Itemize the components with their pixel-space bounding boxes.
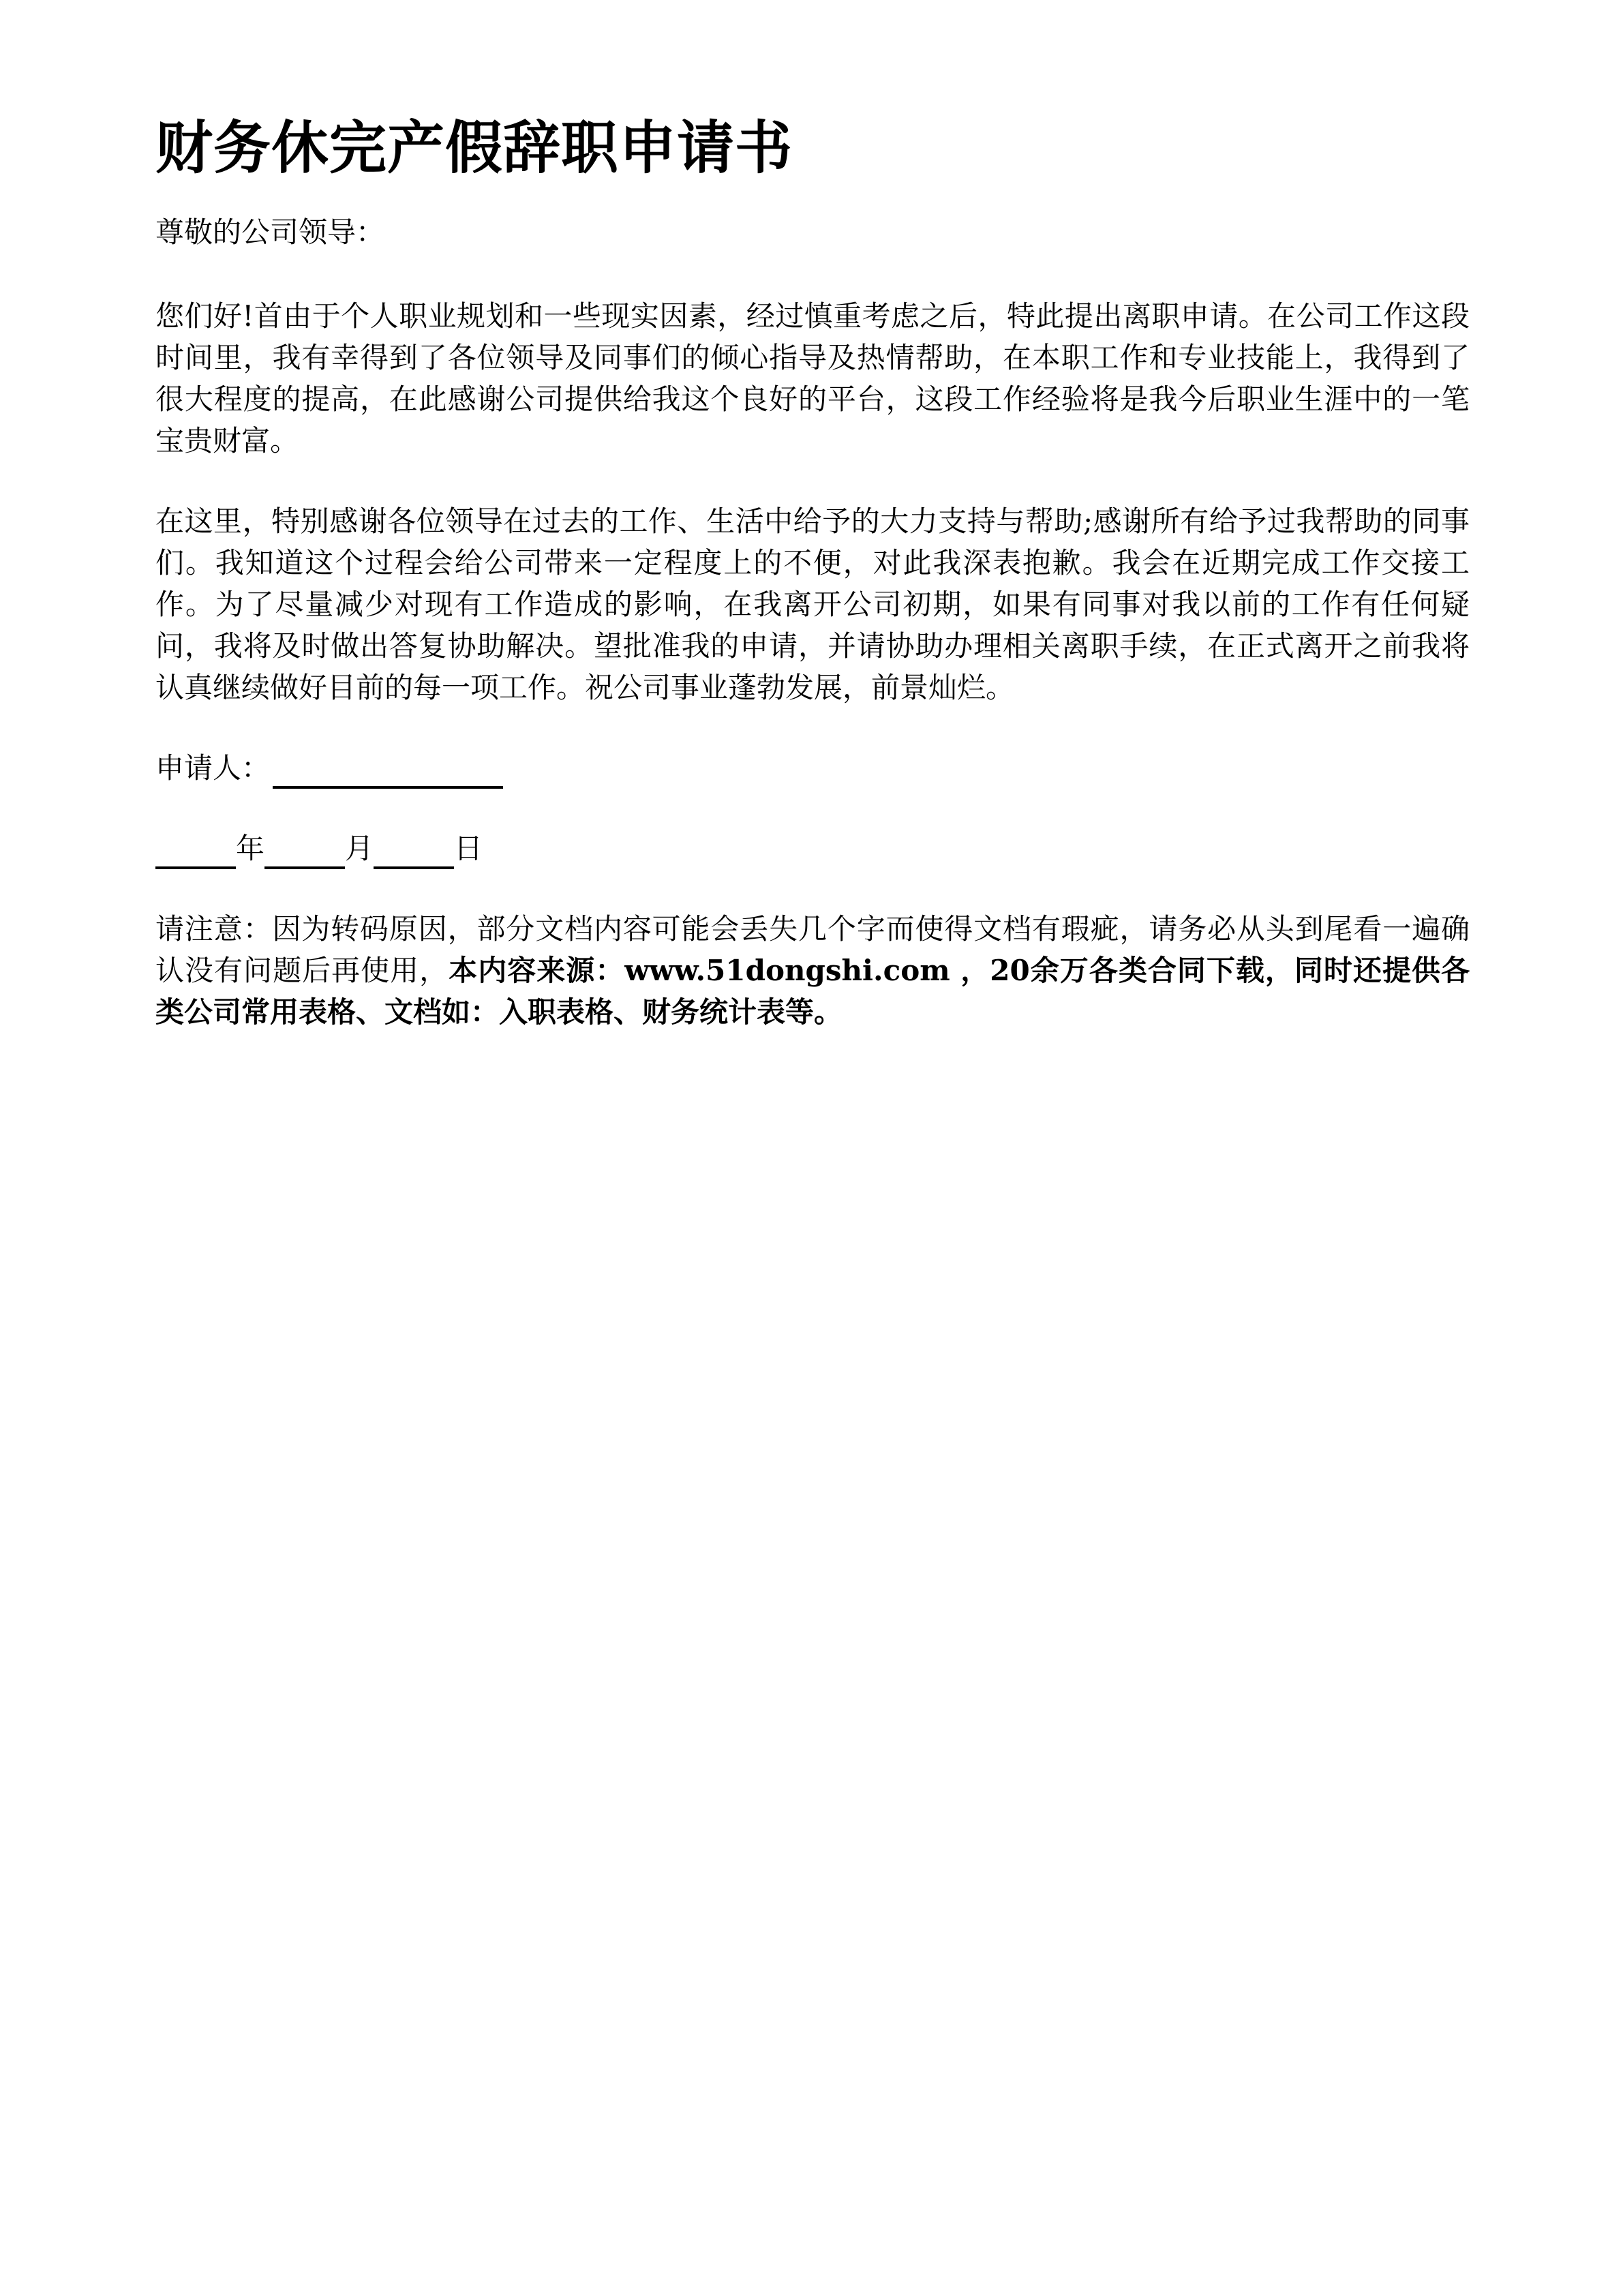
year-label: 年: [236, 832, 265, 865]
year-blank: [155, 836, 236, 869]
applicant-label: 申请人：: [155, 751, 271, 785]
document-title: 财务休完产假辞职申请书: [155, 115, 793, 181]
applicant-name-blank: [273, 756, 503, 789]
notice-paragraph: [155, 908, 1470, 1033]
applicant-signature-line: [155, 747, 1470, 789]
notice-normal-text: 请注意：因为转码原因，部分文档内容可能会丢失几个字而使得文档有瑕疵，请务必从头到尾看一遍确认没有问题后再使用，: [155, 912, 1470, 987]
body-paragraph-2: 在这里，特别感谢各位领导在过去的工作、生活中给予的大力支持与帮助;感谢所有给予过我帮助的同事们。我知道这个过程会给公司带来一定程度上的不便，对此我深表抱歉。我会在近期完成工作交接工作。为了尽量减少对现有工作造成的影响，在我离开公司初期，如果有同事对我以前的工作有任何疑问，我将及时做出答复协助解决。望批准我的申请，并请协助办理相关离职手续，在正式离开之前我将认真继续做好目前的每一项工作。祝公司事业蓬勃发展，前景灿烂。: [155, 504, 1470, 704]
body-paragraph-1: 您们好!首由于个人职业规划和一些现实因素，经过慎重考虑之后，特此提出离职申请。在公司工作这段时间里，我有幸得到了各位领导及同事们的倾心指导及热情帮助，在本职工作和专业技能上，我得到了很大程度的提高，在此感谢公司提供给我这个良好的平台，这段工作经验将是我今后职业生涯中的一笔宝贵财富。: [155, 299, 1470, 457]
day-blank: [374, 836, 454, 869]
date-line: [155, 828, 1470, 869]
day-label: 日: [454, 832, 483, 865]
salutation: 尊敬的公司领导：: [155, 215, 385, 249]
document-content: [155, 108, 1470, 1033]
month-label: 月: [345, 832, 374, 865]
notice-bold-text: 本内容来源：www.51dongshi.com ，20余万各类合同下载，同时还提供各类公司常用表格、文档如：入职表格、财务统计表等。: [155, 954, 1470, 1029]
month-blank: [264, 836, 345, 869]
